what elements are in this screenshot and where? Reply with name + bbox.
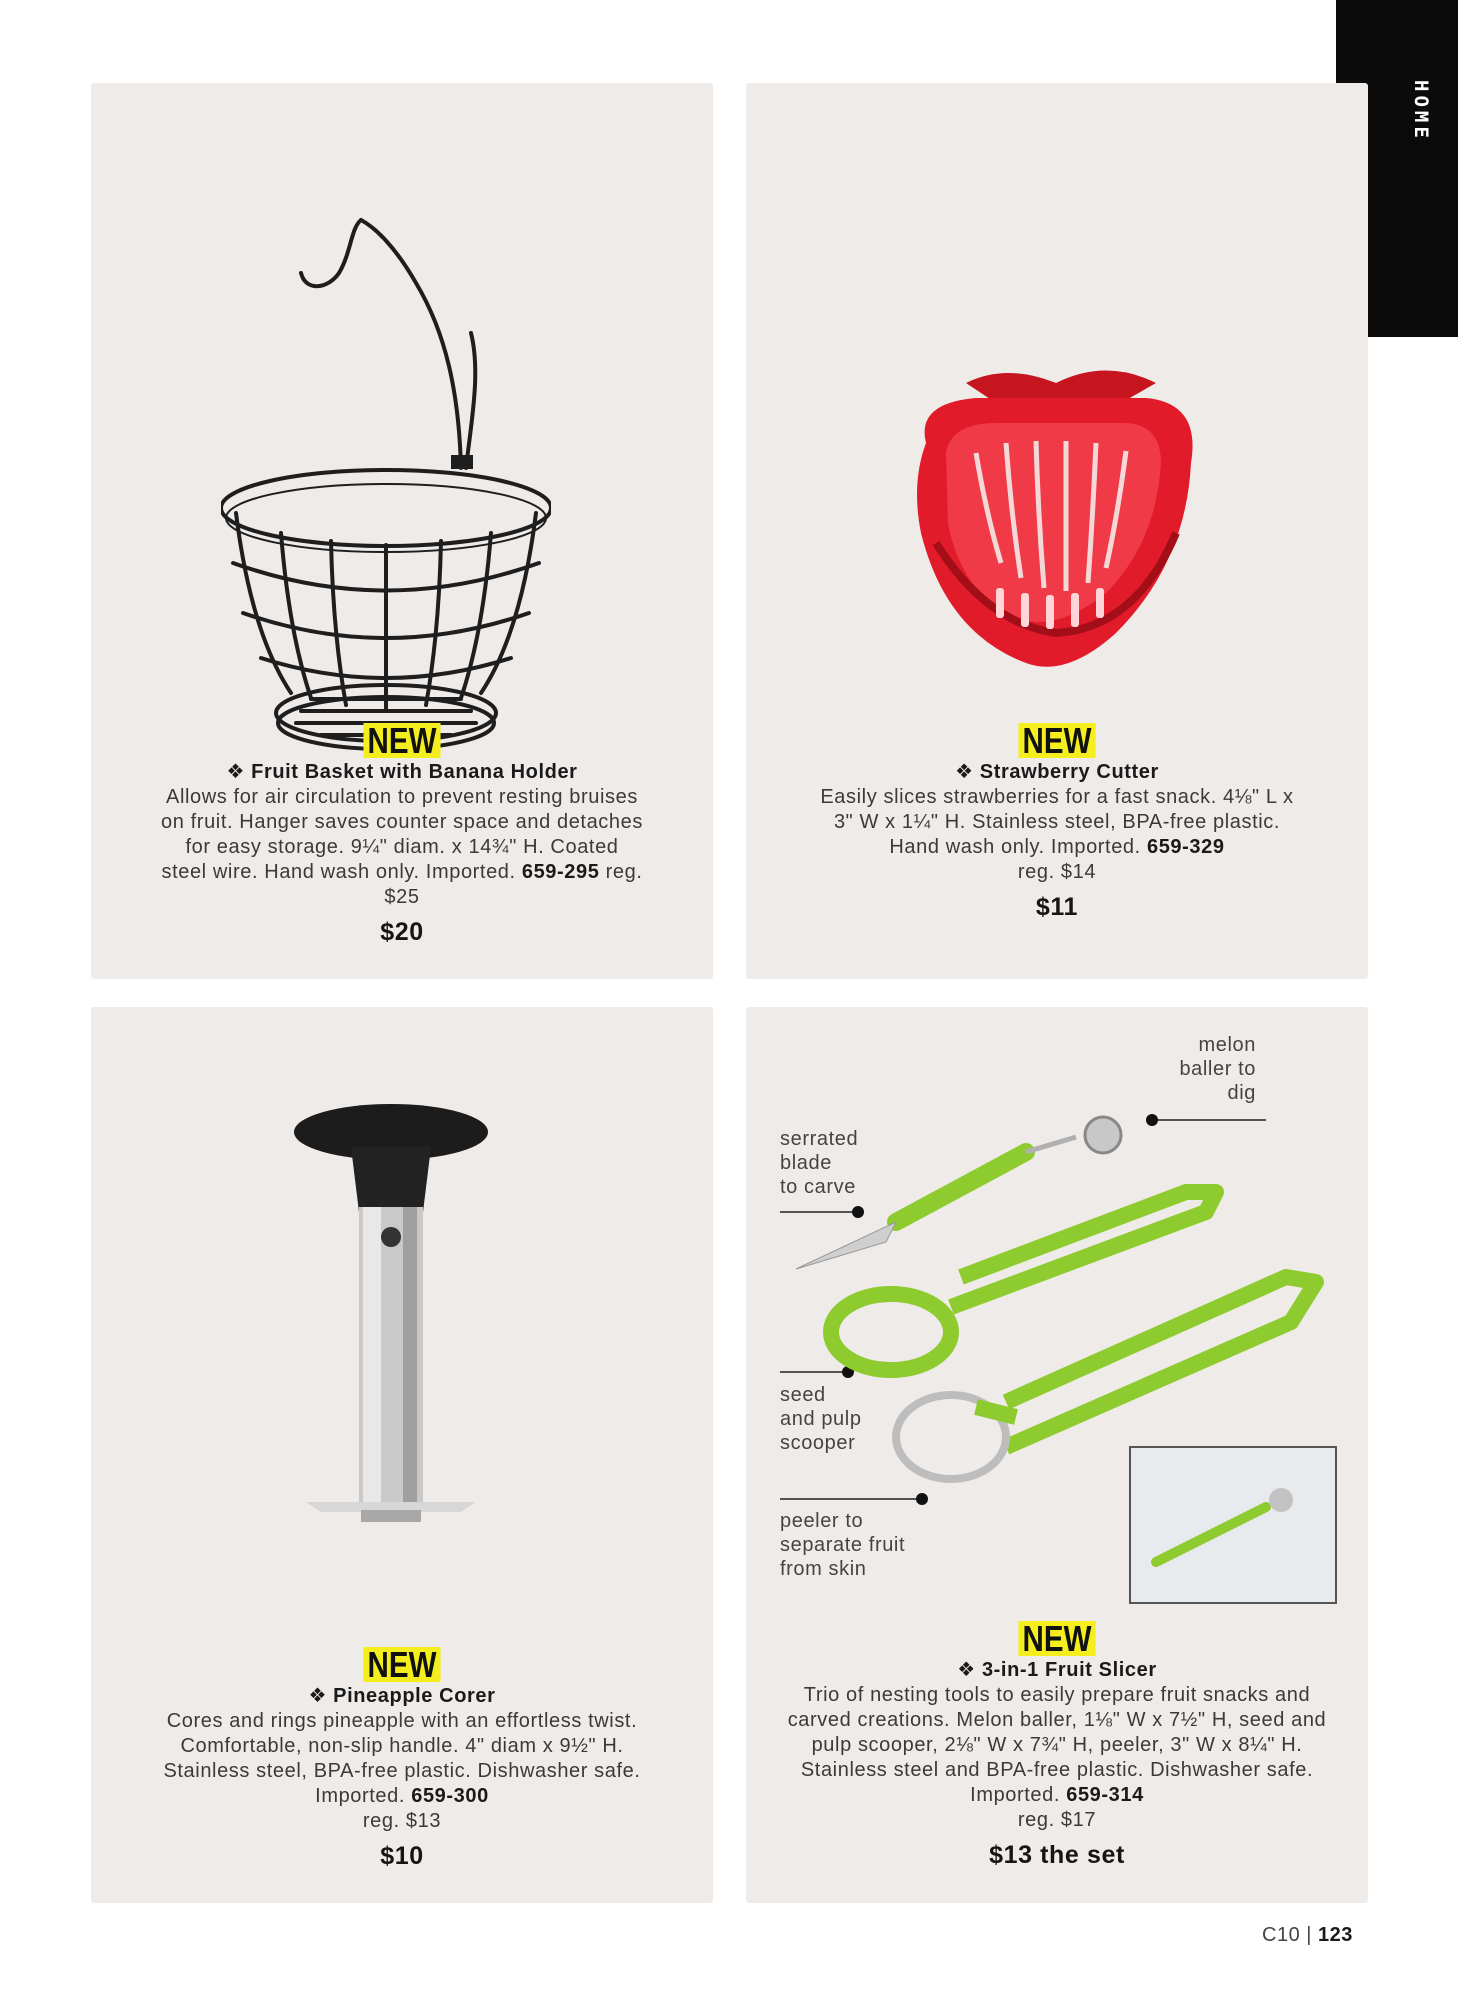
regular-price: reg. $13 — [362, 1810, 442, 1832]
product-name: ❖ Fruit Basket with Banana Holder — [226, 761, 578, 783]
regular-price: reg. $14 — [1017, 861, 1097, 883]
new-badge: NEW — [1018, 1621, 1095, 1656]
page-number: 123 — [1318, 1924, 1353, 1946]
new-badge: NEW — [363, 1647, 440, 1682]
product-card-fruit-slicer — [746, 1007, 1368, 1903]
product-card-pineapple-corer — [91, 1007, 713, 1903]
item-code: 659-300 — [411, 1785, 489, 1807]
product-description: Trio of nesting tools to easily prepare fruit snacks and carved creations. Melon baller, 1⅛" W x 7½" H, seed and pulp scooper, 2⅛" W x 7¾" H, peeler, 3" W x 8¼" H. Stainless steel and BPA-free plastic. Dishwasher safe. Imported. 659-314 reg. $17 — [787, 1684, 1327, 1831]
product-info — [746, 1618, 1368, 1869]
page-folio — [1262, 1924, 1353, 1947]
product-name: ❖ Pineapple Corer — [308, 1685, 496, 1707]
product-name: ❖ 3-in-1 Fruit Slicer — [957, 1659, 1157, 1681]
product-description: Cores and rings pineapple with an effortless twist. Comfortable, non-slip handle. 4" diam x 9½" H. Stainless steel, BPA-free plastic. Dishwasher safe. Imported. 659-300 reg. $13 — [163, 1710, 641, 1832]
new-badge: NEW — [363, 723, 440, 758]
section-code: C10 — [1262, 1924, 1301, 1946]
item-code: 659-295 — [521, 861, 600, 883]
callout-seed-scooper: seed and pulp scooper — [780, 1384, 862, 1454]
item-code: 659-329 — [1146, 836, 1225, 858]
new-badge: NEW — [1018, 723, 1095, 758]
product-card-fruit-basket — [91, 83, 713, 979]
callout-melon-baller: melon baller to dig — [1179, 1034, 1256, 1104]
callout-peeler: peeler to separate fruit from skin — [780, 1510, 906, 1580]
item-code: 659-314 — [1066, 1784, 1144, 1806]
sale-price: $20 — [380, 918, 424, 946]
regular-price: reg. $25 — [384, 861, 643, 908]
pineapple-corer-image — [291, 1102, 511, 1552]
product-name: ❖ Strawberry Cutter — [955, 761, 1159, 783]
fruit-basket-image — [221, 133, 551, 773]
product-description: Easily slices strawberries for a fast snack. 4⅛" L x 3" W x 1¼" H. Stainless steel, BPA-free plastic. Hand wash only. Imported. 659-329 reg. $14 — [820, 786, 1294, 883]
sale-price: $10 — [380, 1842, 424, 1870]
callout-serrated-blade: serrated blade to carve — [780, 1128, 859, 1198]
strawberry-cutter-image — [906, 363, 1206, 693]
product-info — [91, 720, 713, 946]
product-info — [746, 720, 1368, 921]
product-description: Allows for air circulation to prevent resting bruises on fruit. Hanger saves counter space and detaches for easy storage. 9¼" diam. x 14¾" H. Coated steel wire. Hand wash only. Imported. 659-295 reg. $25 — [161, 786, 643, 908]
product-info — [91, 1644, 713, 1870]
sale-price: $13 the set — [989, 1841, 1125, 1869]
sale-price: $11 — [1035, 893, 1079, 921]
product-card-strawberry-cutter — [746, 83, 1368, 979]
regular-price: reg. $17 — [1017, 1809, 1097, 1831]
folio-separator: | — [1306, 1924, 1312, 1946]
section-tab-label: HOME — [1410, 80, 1432, 142]
